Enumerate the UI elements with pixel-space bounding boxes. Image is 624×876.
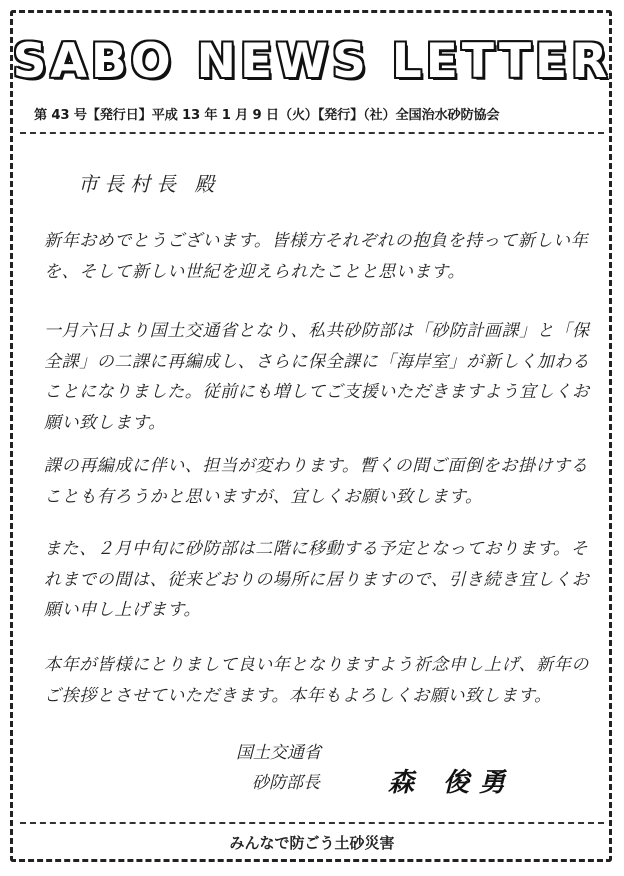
- signature-name: 森 俊勇: [388, 768, 516, 798]
- letter-paragraph-greeting: 新年おめでとうございます。皆様方それぞれの抱負を持って新しい年を、そして新しい世紀を迎えられたことと思います。: [44, 231, 589, 282]
- header-divider: [20, 132, 604, 134]
- title-word-sabo: SABO: [12, 34, 175, 89]
- newsletter-title: [0, 34, 624, 89]
- title-word-letter: LETTER: [391, 34, 612, 89]
- letter-paragraph-office-move: また、２月中旬に砂防部は二階に移動する予定となっております。それまでの間は、従来どおりの場所に居りますので、引き続き宜しくお願い申し上げます。: [44, 539, 590, 620]
- signature-title: 砂防部長: [252, 773, 320, 793]
- title-word-news: NEWS: [196, 34, 370, 89]
- letter-paragraph-reorganization: 一月六日より国土交通省となり、私共砂防部は「砂防計画課」と「保全課」の二課に再編成し、さらに保全課に「海岸室」が新しく加わることになりました。従前にも増してご支援いただきますよう宜しくお願い致します。: [44, 321, 590, 433]
- issue-info-line: 第 43 号【発行日】平成 13 年 1 月 9 日（火）【発行】（社）全国治水砂防協会: [34, 108, 500, 123]
- letter-paragraph-closing: 本年が皆様にとりまして良い年となりますよう祈念申し上げ、新年のご挨拶とさせていただきます。本年もよろしくお願い致します。: [44, 655, 589, 706]
- signature-organization: 国土交通省: [236, 743, 321, 763]
- footer-divider: [20, 822, 604, 824]
- letter-addressee: 市長村長 殿: [78, 172, 221, 196]
- footer-slogan: みんなで防ごう土砂災害: [229, 834, 395, 852]
- letter-paragraph-staff-change: 課の再編成に伴い、担当が変わります。暫くの間ご面倒をお掛けすることも有ろうかと思いますが、宜しくお願い致します。: [44, 456, 589, 507]
